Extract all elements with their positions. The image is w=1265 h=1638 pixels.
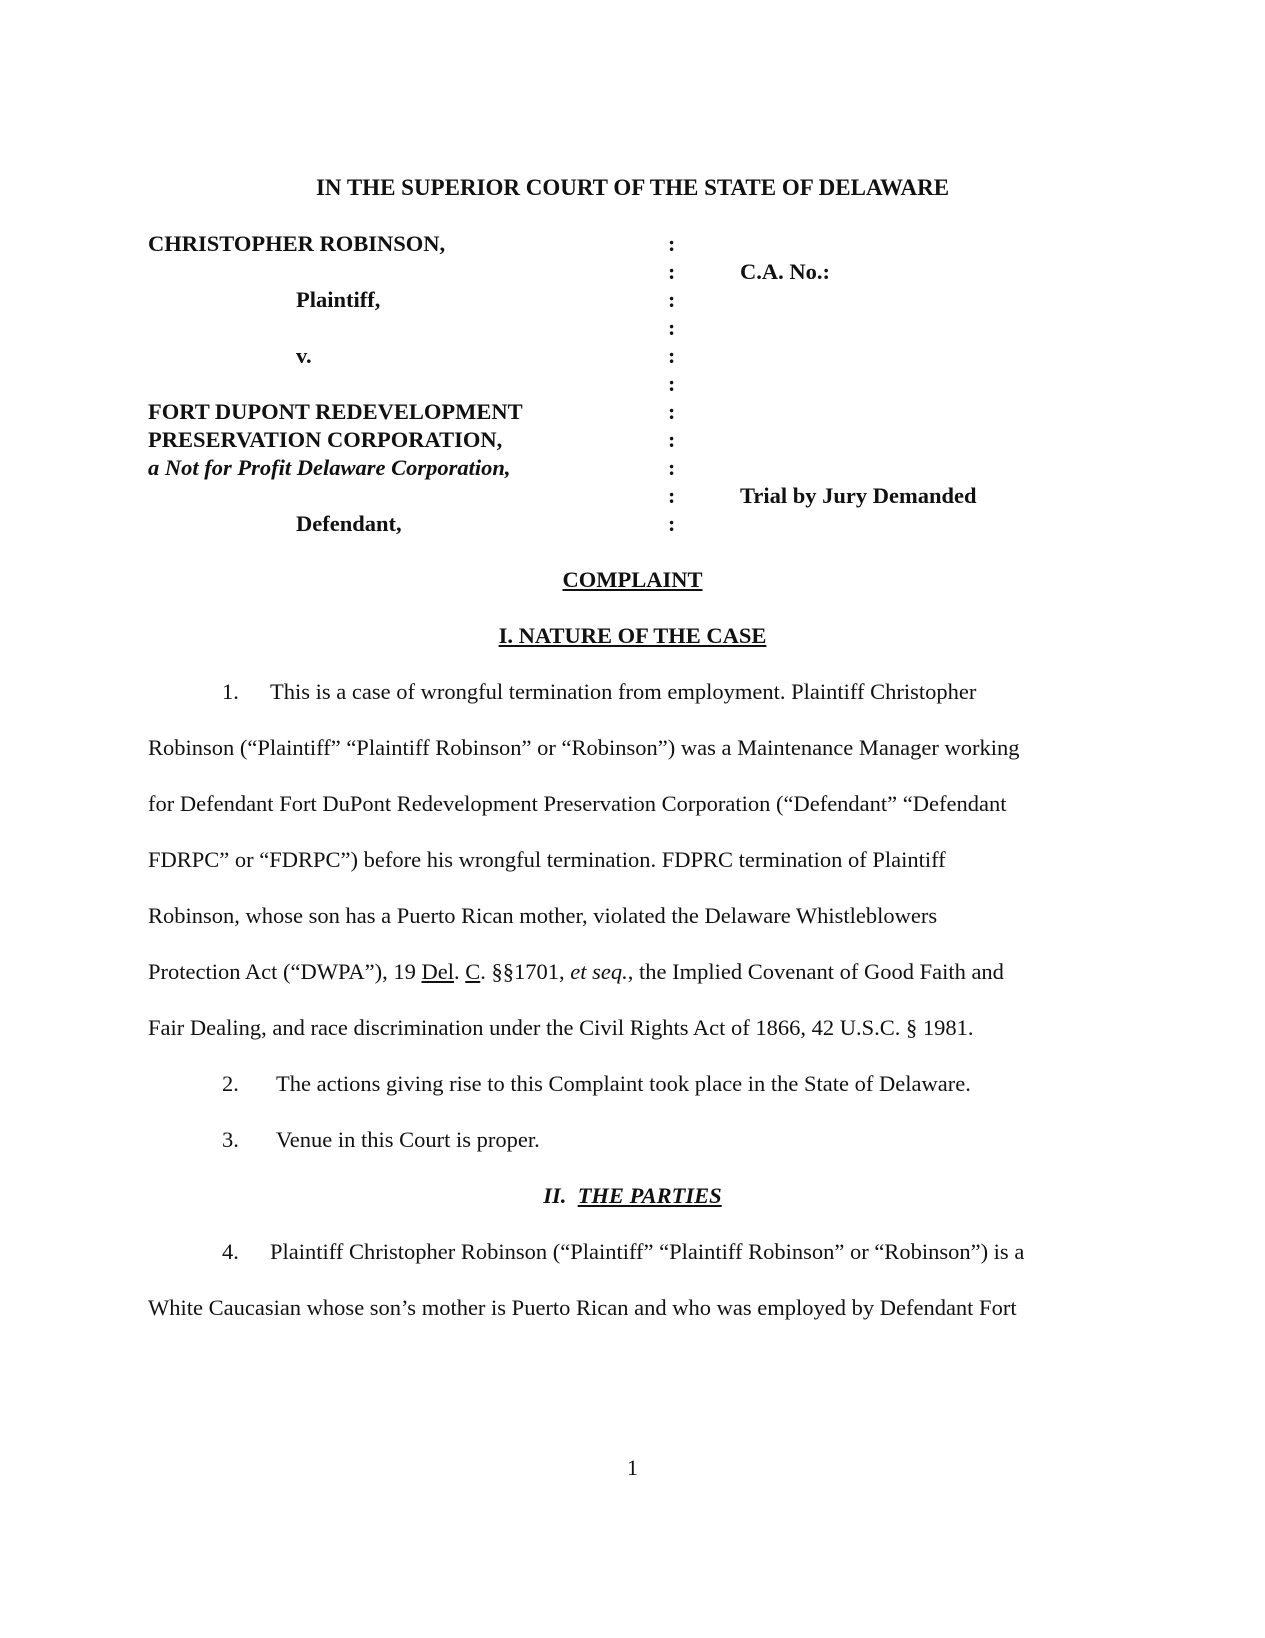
caption-colon: : — [668, 511, 676, 536]
caption-colon: : — [668, 343, 676, 368]
paragraph-number: 2. — [222, 1071, 239, 1096]
paragraph-1-line-6 — [148, 959, 1004, 985]
caption-colon: : — [668, 259, 676, 284]
paragraph-1-line-4: FDRPC” or “FDRPC”) before his wrongful termination. FDPRC termination of Plaintiff — [148, 847, 946, 872]
caption-colon: : — [668, 427, 676, 452]
case-number-label: C.A. No.: — [740, 259, 830, 284]
defendant-role: Defendant, — [296, 511, 402, 536]
section-heading-text: THE PARTIES — [577, 1183, 722, 1208]
caption-colon: : — [668, 231, 676, 256]
caption-colon: : — [668, 399, 676, 424]
document-title: COMPLAINT — [562, 567, 703, 592]
statute-c: C — [465, 959, 481, 984]
statute-dot: . — [454, 959, 466, 984]
paragraph-1-line-2: Robinson (“Plaintiff” “Plaintiff Robinson” or “Robinson”) was a Maintenance Manager working — [148, 735, 1020, 760]
paragraph-1-line-1: This is a case of wrongful termination from employment. Plaintiff Christopher — [270, 679, 977, 704]
versus: v. — [296, 343, 312, 368]
caption-colon: : — [668, 287, 676, 312]
section-heading-parties — [0, 1183, 1265, 1209]
paragraph-number: 1. — [222, 679, 239, 704]
plaintiff-name: CHRISTOPHER ROBINSON, — [148, 231, 446, 256]
statute-del: Del — [421, 959, 454, 984]
jury-demand: Trial by Jury Demanded — [740, 483, 977, 508]
defendant-name-line2: PRESERVATION CORPORATION, — [148, 427, 503, 452]
caption-colon: : — [668, 315, 676, 340]
section-heading-nature: I. NATURE OF THE CASE — [498, 623, 767, 648]
paragraph-1-line-3: for Defendant Fort DuPont Redevelopment Preservation Corporation (“Defendant” “Defendant — [148, 791, 1007, 816]
statute-section: . §§1701, — [480, 959, 571, 984]
page-number: 1 — [627, 1455, 638, 1480]
paragraph-1-line-7: Fair Dealing, and race discrimination under the Civil Rights Act of 1866, 42 U.S.C. § 1981. — [148, 1015, 974, 1040]
paragraph-2: The actions giving rise to this Complaint took place in the State of Delaware. — [276, 1071, 971, 1096]
paragraph-1-line-6-end: , the Implied Covenant of Good Faith and — [627, 959, 1004, 984]
paragraph-4-line-1: Plaintiff Christopher Robinson (“Plaintiff” “Plaintiff Robinson” or “Robinson”) is a — [270, 1239, 1025, 1264]
court-title: IN THE SUPERIOR COURT OF THE STATE OF DELAWARE — [315, 175, 950, 200]
et-seq: et seq. — [570, 959, 628, 984]
plaintiff-role: Plaintiff, — [296, 287, 381, 312]
caption-colon: : — [668, 483, 676, 508]
paragraph-1-line-6-text: Protection Act (“DWPA”), 19 — [148, 959, 422, 984]
defendant-description: a Not for Profit Delaware Corporation, — [148, 455, 511, 480]
paragraph-1-line-5: Robinson, whose son has a Puerto Rican mother, violated the Delaware Whistleblowers — [148, 903, 938, 928]
caption-colon: : — [668, 455, 676, 480]
paragraph-4-line-2: White Caucasian whose son’s mother is Puerto Rican and who was employed by Defendant Fort — [148, 1295, 1017, 1320]
paragraph-number: 4. — [222, 1239, 239, 1264]
paragraph-3: Venue in this Court is proper. — [276, 1127, 540, 1152]
paragraph-number: 3. — [222, 1127, 239, 1152]
section-heading-number: II. — [543, 1183, 567, 1208]
caption-colon: : — [668, 371, 676, 396]
defendant-name-line1: FORT DUPONT REDEVELOPMENT — [148, 399, 523, 424]
